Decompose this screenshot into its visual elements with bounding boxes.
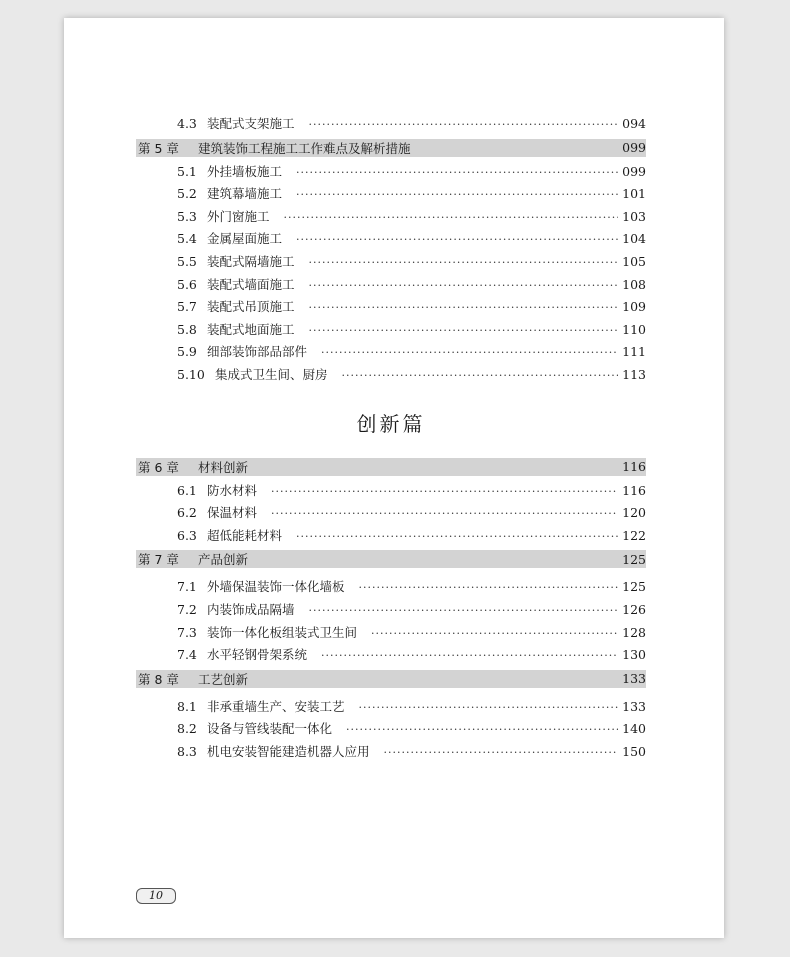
toc-entry[interactable]: [136, 229, 646, 252]
toc-entry[interactable]: [136, 719, 646, 742]
entry-number: 4.3: [177, 116, 197, 131]
entry-page: 125: [622, 579, 646, 595]
part-heading: 创新篇: [356, 411, 426, 436]
toc-entry[interactable]: [136, 207, 646, 230]
chapter-header-8[interactable]: [136, 670, 646, 688]
leader-dots: [359, 581, 619, 594]
leader-dots: [271, 507, 618, 520]
entry-number: 8.2: [177, 721, 197, 737]
entry-number: 5.8: [177, 321, 197, 337]
entry-title: 装配式支架施工: [207, 116, 295, 131]
chapter-title: 工艺创新: [198, 671, 249, 687]
entry-title: 装饰一体化板组装式卫生间: [207, 624, 358, 640]
entry-number: 5.4: [177, 231, 197, 247]
chapter-header-7[interactable]: [136, 550, 646, 568]
entry-page: 150: [622, 743, 646, 759]
entry-title: 保温材料: [207, 505, 258, 521]
entry-title: 水平轻钢骨架系统: [207, 647, 308, 663]
entry-number: 8.1: [177, 698, 197, 714]
toc-entry[interactable]: [136, 481, 646, 504]
entry-title: 超低能耗材料: [207, 527, 283, 543]
entry-page: 128: [622, 624, 646, 640]
entry-title: 机电安装智能建造机器人应用: [207, 743, 370, 759]
entry-title: 装配式隔墙施工: [207, 253, 295, 269]
toc-entry[interactable]: [136, 645, 646, 668]
leader-dots: [271, 485, 618, 498]
entry-page: 094: [622, 116, 646, 131]
document-page: [64, 18, 724, 938]
leader-dots: [309, 256, 619, 269]
leader-dots: [296, 530, 618, 543]
chapter-page: 125: [622, 551, 646, 567]
entry-number: 5.10: [177, 366, 205, 382]
leader-dots: [296, 233, 618, 246]
entry-page: 126: [622, 601, 646, 617]
chapter-header-5[interactable]: [136, 139, 646, 157]
chapter-title: 材料创新: [198, 459, 249, 475]
entry-page: 109: [622, 299, 646, 315]
chapter-page: 116: [622, 459, 646, 475]
entry-number: 7.3: [177, 624, 197, 640]
entry-title: 装配式吊顶施工: [207, 299, 295, 315]
entry-title: 内装饰成品隔墙: [207, 601, 295, 617]
leader-dots: [359, 701, 619, 714]
chapter-title: 建筑装饰工程施工工作难点及解析措施: [198, 140, 411, 156]
entry-title: 外门窗施工: [207, 208, 270, 224]
toc-entry[interactable]: [136, 320, 646, 343]
leader-dots: [371, 627, 618, 640]
toc-entry[interactable]: [136, 503, 646, 526]
chapter-number: 第 7 章: [138, 552, 179, 568]
entry-page: 116: [622, 482, 646, 498]
toc-entry[interactable]: [136, 162, 646, 185]
entry-number: 7.1: [177, 579, 197, 595]
toc-entry[interactable]: [136, 342, 646, 365]
entry-page: 130: [622, 647, 646, 663]
entry-title: 防水材料: [207, 482, 258, 498]
chapter-page: 133: [622, 671, 646, 687]
leader-dots: [384, 746, 619, 759]
chapter-number: 第 8 章: [138, 671, 179, 687]
entry-number: 5.5: [177, 253, 197, 269]
entry-title: 集成式卫生间、厨房: [215, 366, 328, 382]
entry-title: 建筑幕墙施工: [207, 186, 283, 202]
entry-title: 设备与管线装配一体化: [207, 721, 333, 737]
leader-dots: [296, 188, 618, 201]
entry-page: 113: [622, 366, 646, 382]
toc-entry[interactable]: [136, 600, 646, 623]
chapter-page: 099: [622, 140, 646, 156]
entry-page: 111: [622, 344, 646, 360]
entry-page: 103: [622, 208, 646, 224]
entry-title: 外墙保温装饰一体化墙板: [207, 579, 345, 595]
entry-number: 5.6: [177, 276, 197, 292]
leader-dots: [321, 346, 618, 359]
entry-page: 101: [622, 186, 646, 202]
entry-page: 133: [622, 698, 646, 714]
chapter-header-6[interactable]: [136, 458, 646, 476]
toc-entry[interactable]: [136, 742, 646, 765]
leader-dots: [346, 723, 618, 736]
toc-entry[interactable]: [136, 114, 646, 137]
entry-number: 6.1: [177, 482, 197, 498]
entry-page: 105: [622, 253, 646, 269]
entry-page: 120: [622, 505, 646, 521]
entry-number: 5.3: [177, 208, 197, 224]
page-number-badge: 10: [136, 888, 176, 904]
toc-entry[interactable]: [136, 577, 646, 600]
chapter-title: 产品创新: [198, 552, 249, 568]
toc-entry[interactable]: [136, 275, 646, 298]
leader-dots: [309, 324, 619, 337]
entry-page: 122: [622, 527, 646, 543]
entry-title: 装配式墙面施工: [207, 276, 295, 292]
leader-dots: [284, 211, 619, 224]
entry-number: 6.3: [177, 527, 197, 543]
entry-title: 装配式地面施工: [207, 321, 295, 337]
leader-dots: [309, 604, 619, 617]
entry-number: 5.2: [177, 186, 197, 202]
entry-page: 110: [622, 321, 646, 337]
entry-page: 108: [622, 276, 646, 292]
leader-dots: [342, 369, 619, 382]
entry-number: 5.9: [177, 344, 197, 360]
entry-title: 细部装饰部品部件: [207, 344, 308, 360]
entry-number: 7.2: [177, 601, 197, 617]
entry-number: 6.2: [177, 505, 197, 521]
leader-dots: [309, 118, 619, 131]
toc-entry[interactable]: [136, 526, 646, 549]
leader-dots: [309, 301, 619, 314]
toc-entry[interactable]: [136, 252, 646, 275]
leader-dots: [309, 279, 619, 292]
chapter-number: 第 6 章: [138, 459, 179, 475]
table-of-contents: [136, 114, 646, 764]
entry-title: 金属屋面施工: [207, 231, 283, 247]
entry-page: 140: [622, 721, 646, 737]
chapter-number: 第 5 章: [138, 140, 179, 156]
entry-number: 8.3: [177, 743, 197, 759]
toc-entry[interactable]: [136, 297, 646, 320]
toc-entry[interactable]: [136, 184, 646, 207]
toc-entry[interactable]: [136, 697, 646, 720]
entry-title: 外挂墙板施工: [207, 163, 283, 179]
entry-page: 104: [622, 231, 646, 247]
entry-number: 7.4: [177, 647, 197, 663]
toc-entry[interactable]: [136, 365, 646, 388]
entry-title: 非承重墙生产、安装工艺: [207, 698, 345, 714]
entry-number: 5.1: [177, 163, 197, 179]
entry-page: 099: [622, 163, 646, 179]
leader-dots: [296, 166, 618, 179]
entry-number: 5.7: [177, 299, 197, 315]
toc-entry[interactable]: [136, 623, 646, 646]
leader-dots: [321, 649, 618, 662]
